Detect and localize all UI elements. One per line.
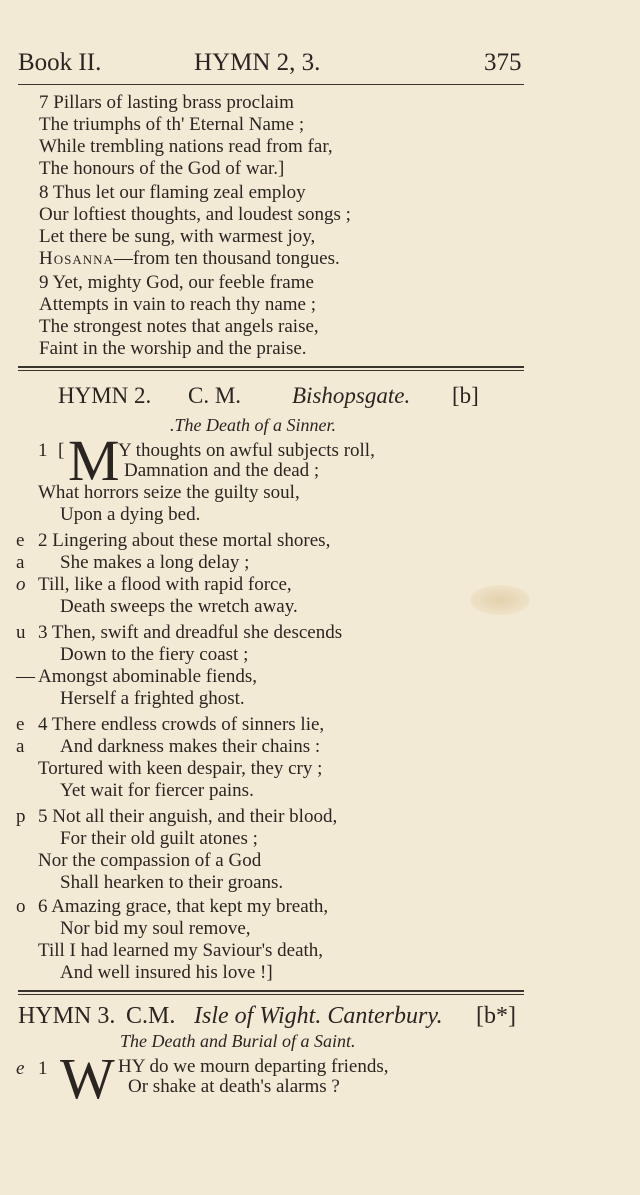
stanza-line: The strongest notes that angels raise, (39, 316, 319, 337)
stanza-line: What horrors seize the guilty soul, (38, 482, 300, 503)
stanza-line: Y thoughts on awful subjects roll, (118, 440, 375, 461)
header-page-number: 375 (484, 49, 522, 76)
hymn-3-subtitle: The Death and Burial of a Saint. (120, 1031, 356, 1051)
stanza-line: Faint in the worship and the praise. (39, 338, 307, 359)
stanza-line: While trembling nations read from far, (39, 136, 333, 157)
hymn-2-tune: Bishopsgate. (292, 383, 411, 408)
header-hymn-range: HYMN 2, 3. (194, 49, 321, 76)
stanza-line: 5 Not all their anguish, and their blood, (38, 806, 338, 827)
stanza-line: 6 Amazing grace, that kept my breath, (38, 896, 329, 917)
stanza-line: And darkness makes their chains : (60, 736, 321, 757)
dynamic-mark: — (16, 666, 35, 687)
stanza-line: 9 Yet, mighty God, our feeble frame (39, 272, 314, 293)
dynamic-mark: o (16, 574, 26, 595)
stanza-line: Nor bid my soul remove, (60, 918, 251, 939)
stanza-line: Our loftiest thoughts, and loudest songs ; (39, 204, 351, 225)
stanza-line: Upon a dying bed. (60, 504, 201, 525)
stanza-line: Or shake at death's alarms ? (128, 1076, 340, 1097)
hymn-2-meter: C. M. (188, 383, 242, 408)
hymn-2-subtitle: .The Death of a Sinner. (170, 415, 336, 435)
verse-number: 1 (38, 1058, 48, 1079)
stanza-line: HY do we mourn departing friends, (118, 1056, 389, 1077)
stanza-line: Hosanna—from ten thousand tongues. (39, 248, 340, 269)
bracket: [ (58, 440, 65, 461)
stanza-line: 8 Thus let our flaming zeal employ (39, 182, 306, 203)
stanza-line: And well insured his love !] (60, 962, 273, 983)
stanza-line: Down to the fiery coast ; (60, 644, 249, 665)
verse-number: 1 (38, 440, 48, 461)
header-rule (18, 84, 524, 85)
stanza-line: 2 Lingering about these mortal shores, (38, 530, 331, 551)
stanza-line: 4 There endless crowds of sinners lie, (38, 714, 325, 735)
stanza-line: For their old guilt atones ; (60, 828, 258, 849)
dynamic-mark: e (16, 1058, 25, 1079)
hymn-3-tune: Isle of Wight. Canterbury. (194, 1003, 443, 1029)
stanza-line: Let there be sung, with warmest joy, (39, 226, 316, 247)
section-rule-thin (18, 370, 524, 371)
hosanna-word: Hosanna (39, 248, 114, 269)
section-rule-thin (18, 994, 524, 995)
dynamic-mark: u (16, 622, 26, 643)
stanza-line: Yet wait for fiercer pains. (60, 780, 254, 801)
hymn-3-mark: [b*] (476, 1003, 516, 1029)
stanza-line: Attempts in vain to reach thy name ; (39, 294, 317, 315)
stanza-line: The honours of the God of war.] (39, 158, 285, 179)
stanza-line: Shall hearken to their groans. (60, 872, 284, 893)
header-book: Book II. (18, 49, 102, 76)
hymn-2-mark: [b] (452, 383, 479, 408)
stanza-line: Tortured with keen despair, they cry ; (38, 758, 323, 779)
stanza-line: The triumphs of th' Eternal Name ; (39, 114, 305, 135)
stanza-line: Death sweeps the wretch away. (60, 596, 298, 617)
dynamic-mark: p (16, 806, 26, 827)
stanza-line: Amongst abominable fiends, (38, 666, 257, 687)
stanza-line: Till I had learned my Saviour's death, (38, 940, 324, 961)
drop-cap: M (68, 428, 120, 493)
dynamic-mark: a (16, 736, 25, 757)
dynamic-mark: a (16, 552, 25, 573)
stanza-line: She makes a long delay ; (60, 552, 250, 573)
dynamic-mark: e (16, 530, 25, 551)
stanza-line: Nor the compassion of a God (38, 850, 262, 871)
stanza-line: 3 Then, swift and dreadful she descends (38, 622, 343, 643)
dynamic-mark: o (16, 896, 26, 917)
stanza-line: 7 Pillars of lasting brass proclaim (39, 92, 294, 113)
stanza-line: Damnation and the dead ; (124, 460, 320, 481)
drop-cap: W (60, 1046, 115, 1111)
paper-stain (470, 585, 530, 615)
section-rule (18, 990, 524, 992)
dynamic-mark: e (16, 714, 25, 735)
stanza-line: Till, like a flood with rapid force, (38, 574, 292, 595)
hymn-2-number: HYMN 2. (58, 383, 152, 408)
hymn-3-number: HYMN 3. (18, 1003, 116, 1029)
hymn-3-meter: C.M. (126, 1003, 176, 1029)
stanza-line: Herself a frighted ghost. (60, 688, 245, 709)
section-rule (18, 366, 524, 368)
